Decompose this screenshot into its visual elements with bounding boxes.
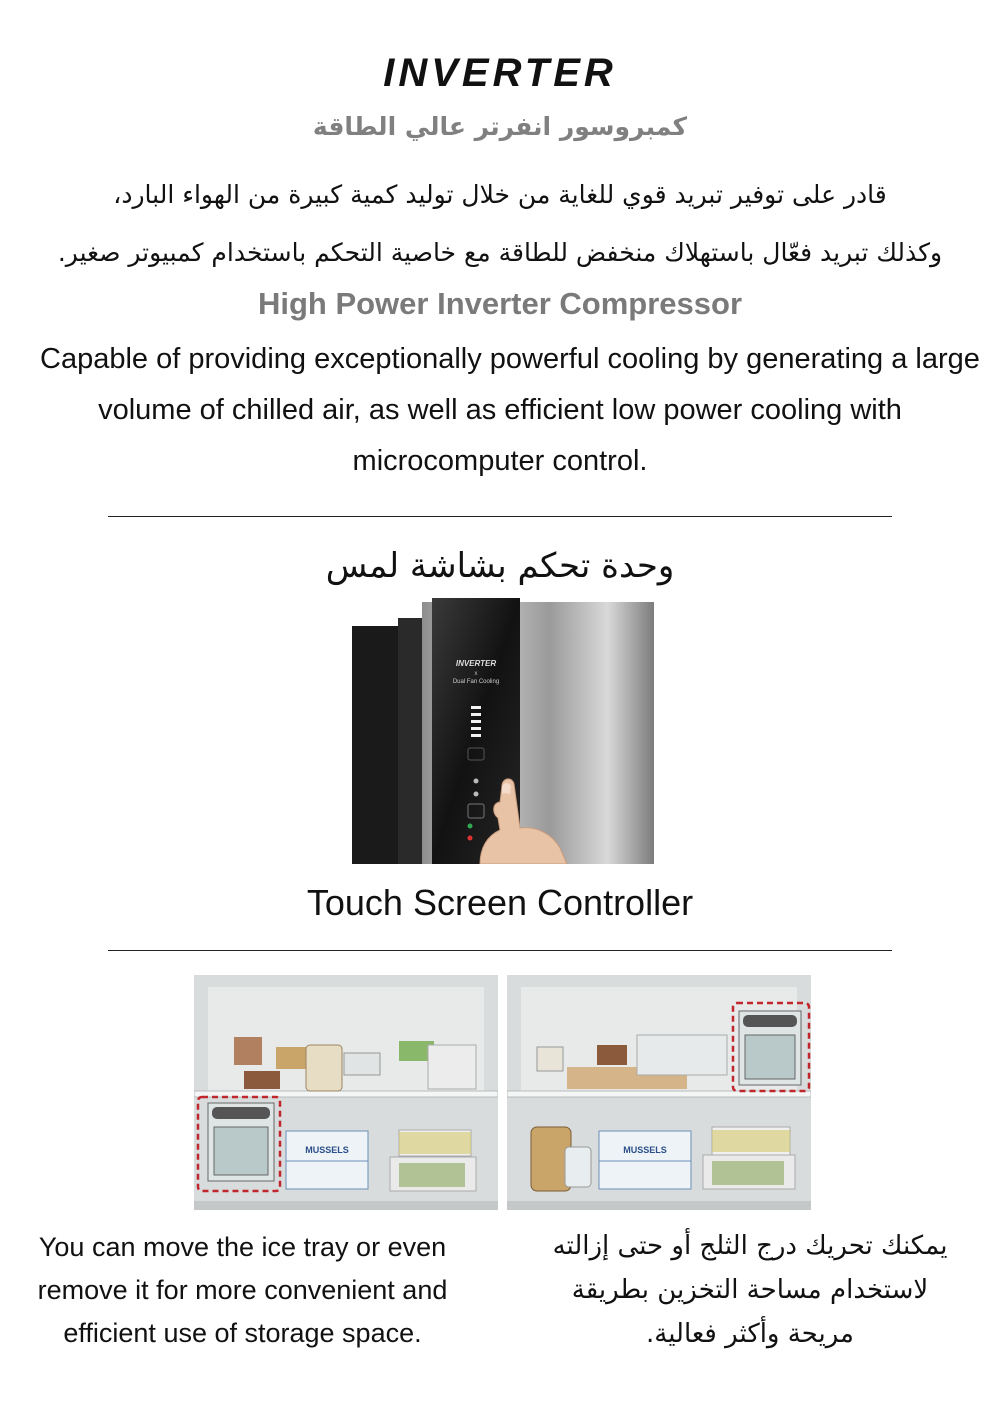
section-divider: [108, 950, 892, 951]
compressor-title-ar: كمبروسور انفرتر عالي الطاقة: [312, 112, 688, 141]
fridge-interior-photo-ice-tray-lower: [194, 975, 498, 1210]
compressor-body-ar: [20, 166, 980, 282]
touch-screen-title-ar: وحدة تحكم بشاشة لمس: [325, 546, 675, 586]
compressor-body-en-line: volume of chilled air, as well as efficient low power cooling with: [98, 394, 902, 426]
logo-text: INVERTER: [383, 50, 617, 95]
fridge-interior-photo-ice-tray-upper: [507, 975, 811, 1210]
ice-tray-caption-ar-line: مريحة وأكثر فعالية.: [646, 1319, 854, 1349]
section-divider: [108, 516, 892, 517]
ice-tray-caption-en: [20, 1226, 465, 1355]
ice-tray-caption-en-line: You can move the ice tray or even: [38, 1232, 447, 1262]
panel-label: Dual Fan Cooling: [452, 679, 500, 685]
compressor-body-en: [40, 334, 980, 487]
ice-tray-caption-en-line: efficient use of storage space.: [63, 1318, 422, 1348]
box-label: MUSSELS: [623, 1145, 667, 1155]
compressor-body-en-line: Capable of providing exceptionally powerful cooling by generating a large: [40, 343, 980, 375]
compressor-body-ar-line: وكذلك تبريد فعّال باستهلاك منخفض للطاقة مع خاصية التحكم باستخدام كمبيوتر صغير.: [57, 238, 943, 267]
brand-logo: [0, 50, 1000, 96]
compressor-body-ar-line: قادر على توفير تبريد قوي للغاية من خلال توليد كمية كبيرة من الهواء البارد،: [113, 180, 887, 209]
panel-label: INVERTER: [455, 659, 497, 668]
ice-tray-caption-en-line: remove it for more convenient and: [37, 1275, 448, 1305]
touch-screen-title-en: Touch Screen Controller: [306, 882, 694, 923]
touch-screen-photo: [352, 598, 654, 864]
ice-tray-caption-ar-line: يمكنك تحريك درج الثلج أو حتى إزالته: [552, 1231, 948, 1261]
compressor-title-en: High Power Inverter Compressor: [257, 286, 743, 321]
ice-tray-caption-ar: [520, 1224, 980, 1356]
ice-tray-caption-ar-line: لاستخدام مساحة التخزين بطريقة: [571, 1275, 929, 1305]
box-label: MUSSELS: [305, 1145, 349, 1155]
compressor-body-en-line: microcomputer control.: [352, 445, 648, 477]
panel-label: x: [474, 671, 478, 677]
